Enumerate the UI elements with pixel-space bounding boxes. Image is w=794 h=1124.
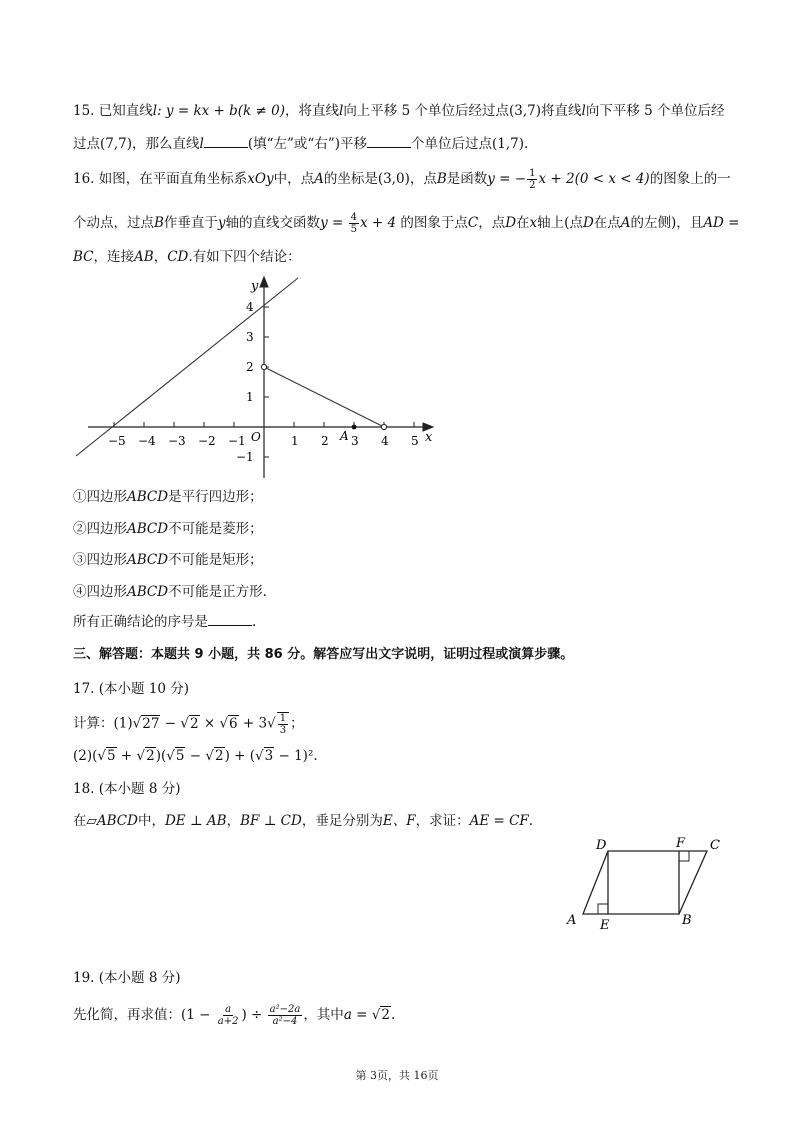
origin-label: O [251, 430, 261, 444]
q18-text: ，垂足分别为 [301, 813, 383, 829]
q16-text: 轴的直线交函数 [225, 215, 321, 231]
q16-text: 是函数 [446, 171, 488, 187]
q16-text: 作垂直于 [163, 215, 218, 231]
q16-line-3 [73, 247, 301, 267]
vertex-label-e: E [600, 918, 610, 932]
point-d-label: D [505, 215, 517, 231]
q17-text: (2)( [73, 748, 98, 764]
operator: × [199, 715, 220, 732]
q16-text: ，连接 [93, 249, 135, 265]
fraction-denominator: a²−4 [272, 1016, 298, 1027]
quadrilateral-name: ABCD [127, 584, 169, 600]
x-tick-label: −3 [168, 434, 186, 448]
segment-cd: CD [167, 249, 189, 265]
q17-part-1 [73, 712, 304, 736]
conclusion-text: 四边形 [86, 584, 127, 600]
radical-sign: √ [219, 715, 229, 732]
q17-text: ) + ( [224, 748, 255, 764]
x-tick-label: −5 [108, 434, 126, 448]
y-axis-ref: y [217, 215, 226, 231]
fraction-quadratic [268, 1004, 303, 1027]
q16-text: 中，点 [273, 171, 315, 187]
q15-hint: (填“左”或“右”)平移 [247, 136, 367, 152]
radical-sign: √ [255, 748, 264, 764]
q16-text: ， [153, 249, 168, 265]
x-tick-label: 1 [291, 434, 299, 448]
x-tick-label: 5 [411, 434, 419, 448]
point-a-label: A [314, 171, 324, 187]
q16-ask-text: 所有正确结论的序号是 [73, 614, 208, 630]
q17-part-2 [73, 746, 318, 766]
x-tick-label: 2 [321, 434, 329, 448]
q16-text: 轴上(点 [537, 215, 583, 231]
point-b-label: B [154, 215, 164, 231]
segment-ad: AD = [703, 215, 740, 231]
q16-ask [73, 612, 256, 632]
parallelogram-figure [560, 832, 730, 932]
x-tick-label: −4 [138, 434, 156, 448]
q16-text: 16. 如图，在平面直角坐标系 [73, 171, 248, 187]
q19-text: ) ÷ [241, 1007, 267, 1023]
open-point-4-0 [381, 424, 386, 429]
line-l: l [581, 103, 586, 119]
answer-blank-units[interactable] [367, 135, 411, 148]
quadrilateral-name: ABCD [127, 521, 169, 537]
condition-bf-perp-cd: BF ⊥ CD [240, 813, 302, 829]
segment-ab: AB [134, 249, 154, 265]
operator: − [160, 715, 181, 732]
conclusion-text: 是平行四边形； [168, 489, 263, 505]
y-tick-label: −1 [236, 450, 254, 464]
quadrilateral-name: ABCD [127, 552, 169, 568]
radicand: 2 [214, 748, 224, 764]
conclusion-text: 四边形 [86, 489, 127, 505]
vertex-label-f: F [676, 836, 686, 851]
section-3-title: 三、解答题：本题共 9 小题，共 86 分。解答应写出文字说明，证明过程或演算步骤。 [73, 647, 574, 662]
right-angle-f [679, 851, 689, 861]
function-rhs: x + 2(0 < x < 4) [538, 171, 650, 187]
q18-text: . [528, 813, 534, 829]
radicand-fraction [277, 712, 289, 736]
point-d-label: D [582, 215, 594, 231]
fraction-numerator: a²−2a [269, 1004, 301, 1015]
q18-text: ，求证： [415, 813, 470, 829]
y-tick-label: 2 [246, 360, 254, 374]
y-axis-label: y [251, 279, 259, 294]
radicand: 2 [189, 715, 199, 732]
conclusion-text: 不可能是矩形； [168, 552, 263, 568]
q15-text: 向下平移 5 个单位后经 [585, 103, 725, 119]
conclusion-text: 不可能是菱形； [168, 521, 263, 537]
fraction-numerator: 1 [279, 713, 287, 724]
fraction-numerator: 4 [350, 212, 357, 223]
q15-line-2 [73, 134, 528, 154]
vertex-label-c: C [710, 838, 720, 853]
radical-sign: √ [132, 715, 142, 732]
radical-sign: √ [371, 1007, 381, 1023]
radicand: 6 [229, 715, 238, 732]
q19-statement [73, 1004, 395, 1027]
segment-bc: BC [73, 249, 94, 265]
point-c-label: C [467, 215, 479, 231]
fraction-denominator: a+2 [217, 1016, 239, 1027]
line-l: l [338, 103, 344, 119]
answer-blank-direction[interactable] [204, 135, 248, 148]
x-axis-ref: x [529, 215, 538, 231]
parallelogram-abcd [583, 851, 707, 914]
fraction-denominator: 2 [529, 180, 536, 191]
coord-system: xOy [247, 171, 274, 187]
q15-line-1 [73, 101, 725, 121]
y-tick-label: 1 [246, 390, 254, 404]
radical-sign: √ [205, 748, 214, 764]
x-tick-label: 4 [381, 434, 389, 448]
q17-text: ； [290, 715, 304, 732]
radicand: 2 [381, 1007, 390, 1023]
radical-sign: √ [267, 715, 276, 732]
point-a [352, 425, 357, 430]
fraction-a-over-a-plus-2 [216, 1004, 241, 1027]
y-tick-label: 3 [246, 330, 254, 344]
q16-line-1 [73, 168, 731, 191]
right-angle-e [598, 904, 608, 914]
q15-text: 15. 已知直线 [73, 103, 153, 119]
feet-e-f: E、F [382, 813, 416, 829]
vertex-label-d: D [596, 838, 607, 853]
q18-text: ， [226, 813, 241, 829]
operator: − [185, 748, 206, 764]
x-axis-label: x [425, 430, 433, 445]
q18-text: 中， [137, 813, 165, 829]
function-rhs: x + 4 [359, 215, 397, 231]
radical-sign: √ [166, 748, 175, 764]
q15-text: 过点(7,7)，那么直线 [73, 136, 200, 152]
q18-text: 在 [73, 813, 87, 829]
q16-ask-text: . [252, 614, 257, 630]
condition-a: a = [343, 1007, 372, 1023]
quadrilateral-name: ABCD [127, 489, 169, 505]
condition-de-perp-ab: DE ⊥ AB [164, 813, 227, 829]
q16-text: 的左侧)，且 [630, 215, 704, 231]
q16-line-2 [73, 212, 740, 235]
q19-text: ，其中 [303, 1007, 344, 1023]
q19-text: 先化简，再求值：(1 − [73, 1007, 215, 1023]
q18-statement [73, 811, 533, 831]
fraction-denominator: 5 [350, 224, 357, 235]
q16-text: .有如下四个结论： [188, 249, 301, 265]
x-tick-label: −1 [228, 434, 246, 448]
fraction-numerator: 1 [529, 168, 536, 179]
fraction-four-fifths [349, 212, 359, 235]
radicand: 3 [264, 748, 274, 764]
coordinate-graph [70, 272, 450, 482]
q15-text: 个单位后过点(1,7). [410, 136, 529, 152]
q16-text: ，点 [478, 215, 506, 231]
function-lhs: y = − [487, 171, 527, 187]
conclusion-number: ① [73, 489, 87, 505]
operator: + 3 [238, 715, 268, 732]
q17-text: 计算：(1) [73, 715, 133, 732]
q16-text: 的图象于点 [396, 215, 468, 231]
radical-sign: √ [180, 715, 189, 732]
function-lhs: y = [320, 215, 348, 231]
vertex-label-a: A [567, 913, 577, 928]
x-tick-label: 3 [351, 434, 359, 448]
q17-text: − 1)². [274, 748, 318, 764]
q16-text: 在点 [593, 215, 621, 231]
point-b-label: B [436, 171, 447, 187]
q15-equation: l: y = kx + b(k ≠ 0) [152, 103, 285, 119]
fraction-numerator: a [225, 1004, 232, 1015]
q19-title: 19. (本小题 8 分) [73, 970, 181, 986]
radicand: 2 [146, 748, 155, 764]
q15-text: 向上平移 5 个单位后经过点(3,7)将直线 [343, 103, 582, 119]
conclusion-2 [73, 519, 263, 539]
q15-text: ，将直线 [284, 103, 339, 119]
segment-y-neg-half-x-plus-2 [264, 367, 384, 427]
radical-sign: √ [97, 748, 106, 764]
radicand: 27 [142, 715, 160, 732]
q17-text: )( [155, 748, 167, 764]
fraction-one-half [527, 168, 537, 191]
fraction-denominator: 3 [279, 725, 287, 736]
conclusion-text: 四边形 [86, 552, 127, 568]
parallelogram-icon: ▱ [86, 813, 97, 829]
point-a-label: A [340, 429, 349, 443]
conclusion-number: ② [73, 521, 87, 537]
page-footer: 第 3页，共 16页 [355, 1069, 439, 1082]
x-tick-label: −2 [198, 434, 216, 448]
goal-ae-eq-cf: AE = CF [469, 813, 529, 829]
vertex-label-b: B [682, 913, 692, 928]
q18-title: 18. (本小题 8 分) [73, 781, 181, 797]
radical-sign: √ [136, 748, 146, 764]
conclusion-1 [73, 487, 263, 507]
conclusion-number: ③ [73, 552, 87, 568]
conclusion-4 [73, 582, 267, 602]
open-point-0-2 [261, 364, 266, 369]
q16-text: 的坐标是(3,0)，点 [323, 171, 437, 187]
radicand: 5 [107, 748, 116, 764]
conclusion-3 [73, 550, 263, 570]
y-tick-marks [264, 307, 269, 457]
operator: + [116, 748, 137, 764]
answer-blank-q16[interactable] [208, 613, 252, 626]
conclusion-number: ④ [73, 584, 87, 600]
q17-title: 17. (本小题 10 分) [73, 681, 190, 697]
radicand: 5 [175, 748, 185, 764]
point-a-label: A [620, 215, 631, 231]
q16-text: 在 [516, 215, 530, 231]
conclusion-text: 不可能是正方形. [168, 584, 267, 600]
line-l: l [199, 136, 204, 152]
q19-text: . [390, 1007, 396, 1023]
q16-text: 个动点，过点 [73, 215, 154, 231]
q16-text: 的图象上的一 [649, 171, 731, 187]
parallelogram-name: ABCD [96, 813, 138, 829]
conclusion-text: 四边形 [86, 521, 127, 537]
y-tick-label: 4 [246, 300, 254, 314]
